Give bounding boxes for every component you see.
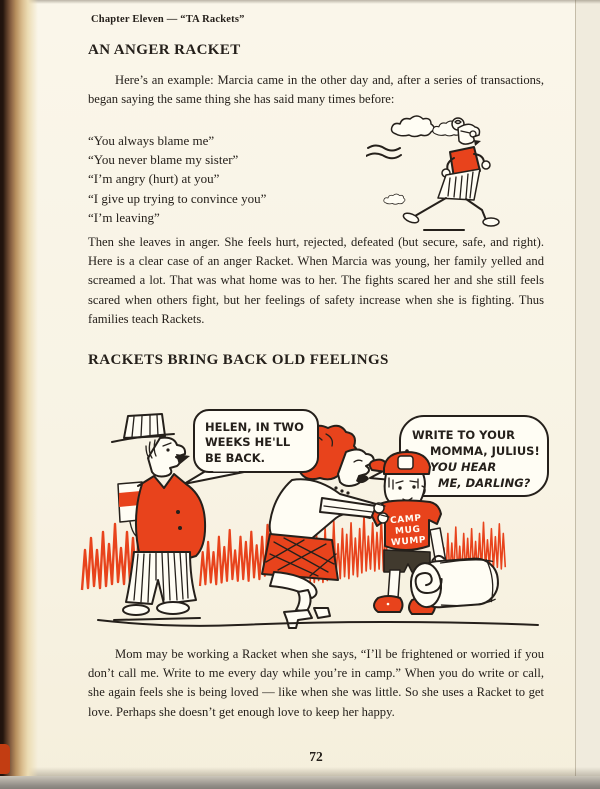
shirt-text: MUG <box>394 524 421 537</box>
runner-back-leg <box>415 198 446 216</box>
cartoon-camp-scene <box>78 394 555 646</box>
quote-list <box>88 131 266 227</box>
paragraph-racket: Then she leaves in anger. She feels hurt, rejected, defeated (but secure, safe, and right). Here is a clear case of an anger Racket. When Marcia was young, her family yelled and screamed a lot. That was what home was to her. The fights scared her and she still feels scared when others fight, but her feelings of safety increase when she is fighting. Thus families teach Rackets. <box>88 235 544 326</box>
section-heading-old-feelings: RACKETS BRING BACK OLD FEELINGS <box>88 352 389 368</box>
bubble-text-line: ME, DARLING? <box>438 476 531 490</box>
page-right-edge <box>575 0 600 789</box>
page-bottom-shadow <box>0 767 600 776</box>
quote-line: “You always blame me” <box>88 133 215 148</box>
dust-puff <box>384 194 405 204</box>
quote-line: “I’m leaving” <box>88 209 160 225</box>
page-top-edge <box>0 0 600 4</box>
runner-mouth <box>474 140 481 146</box>
section-heading-anger-racket: AN ANGER RACKET <box>88 42 241 58</box>
bubble-text-line: WRITE TO YOUR <box>412 428 516 442</box>
bubble-text-line: YOU HEAR <box>430 460 497 474</box>
speech-bubble-left <box>184 410 318 484</box>
shirt-text: CAMP <box>389 513 423 527</box>
man-shoe <box>123 605 149 615</box>
woman-shoe <box>314 608 330 618</box>
bubble-text-line: MOMMA, JULIUS! <box>430 444 540 458</box>
cartoon-running-woman <box>366 112 548 234</box>
page-bottom-edge <box>0 776 600 789</box>
cap-panel <box>398 456 413 469</box>
woman-mouth <box>356 475 369 483</box>
bubble-text-line: BE BACK. <box>205 451 266 465</box>
book-spine-edge <box>0 0 38 789</box>
man-vest <box>136 474 205 561</box>
paragraph-intro: Here’s an example: Marcia came in the other day and, after a series of transactions, began saying the same thing she has said many times before: <box>88 73 544 107</box>
boy-leg <box>388 570 400 598</box>
man-figure <box>112 414 205 620</box>
quote-line: “I give up trying to convince you” <box>88 190 267 206</box>
ground-line <box>98 620 538 626</box>
woman-leg <box>296 590 311 612</box>
woman-shoe <box>284 610 312 628</box>
bubble-text-line: WEEKS HE'LL <box>205 435 291 449</box>
shirt-text: WUMP <box>390 535 427 549</box>
bubble-text-line: HELEN, IN TWO <box>205 420 304 434</box>
runner-front-leg <box>466 199 486 220</box>
speed-lines <box>366 146 401 159</box>
quote-line: “You never blame my sister” <box>88 152 239 168</box>
quote-line: “I’m angry (hurt) at you” <box>88 171 220 187</box>
paragraph-mom: Mom may be working a Racket when she says, “I’ll be frightened or worried if you don’t call me. Write to me every day while you’re in camp.” When you do write or call, she again feels she is being loved — like when she was little. So she uses a Racket to get love. Perhaps she doesn’t get enough love to keep her happy. <box>88 647 544 719</box>
red-cover-peek <box>0 744 10 774</box>
page-number: 72 <box>309 749 323 764</box>
man-shoe <box>157 602 189 614</box>
running-head: Chapter Eleven — “TA Rackets” <box>91 14 245 25</box>
